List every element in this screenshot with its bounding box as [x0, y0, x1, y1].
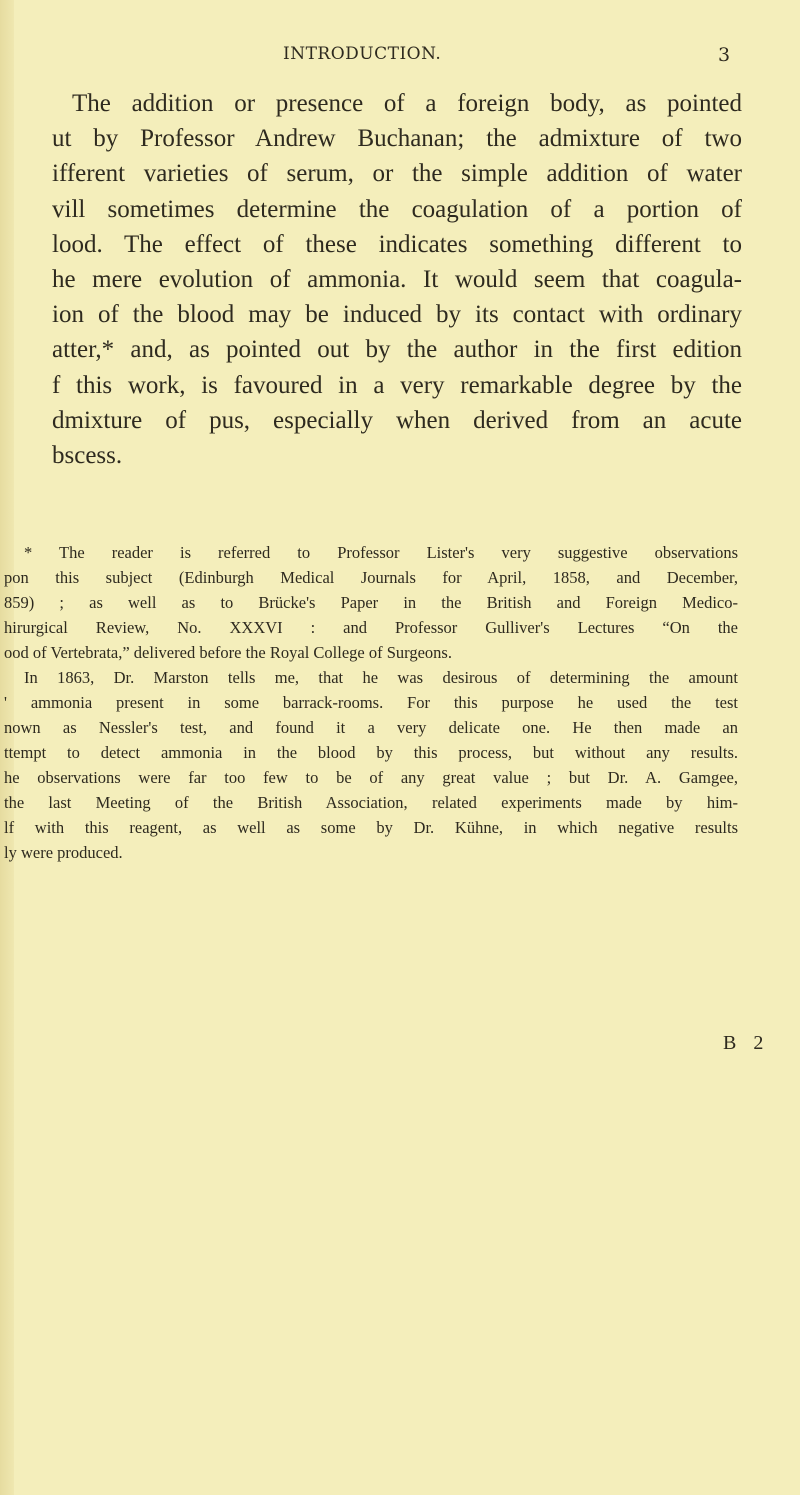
footnote-line: * The reader is referred to Professor Lister's very suggestive observations — [24, 543, 738, 562]
footnote-line: he observations were far too few to be of any great value ; but Dr. A. Gamgee, — [4, 768, 738, 787]
body-line: he mere evolution of ammonia. It would seem that coagula- — [52, 266, 742, 294]
page-number: 3 — [718, 44, 731, 66]
footnote-line: ttempt to detect ammonia in the blood by this process, but without any results. — [4, 743, 738, 762]
footnote-line: lf with this reagent, as well as some by Dr. Kühne, in which negative results — [4, 818, 738, 837]
footnote-line: pon this subject (Edinburgh Medical Journals for April, 1858, and December, — [4, 568, 738, 587]
page-header — [0, 44, 800, 74]
body-line: The addition or presence of a foreign body, as pointed — [72, 90, 742, 117]
footnote-line: the last Meeting of the British Association, related experiments made by him- — [4, 793, 738, 812]
body-line: ut by Professor Andrew Buchanan; the admixture of two — [52, 125, 742, 153]
signature-mark: B 2 — [723, 1032, 770, 1054]
body-line: f this work, is favoured in a very remarkable degree by the — [52, 371, 742, 399]
running-title: INTRODUCTION. — [283, 44, 442, 64]
footnote-line: ly were produced. — [4, 843, 123, 862]
footnote-line: In 1863, Dr. Marston tells me, that he was desirous of determining the amount — [24, 668, 738, 687]
footnote-line: ood of Vertebrata,” delivered before the Royal College of Surgeons. — [4, 643, 452, 662]
body-paragraph — [52, 86, 742, 473]
footnote-line: 859) ; as well as to Brücke's Paper in the British and Foreign Medico- — [4, 593, 738, 612]
footnote-line: hirurgical Review, No. XXXVI : and Professor Gulliver's Lectures “On the — [4, 618, 738, 637]
footnotes — [4, 540, 738, 865]
body-line: vill sometimes determine the coagulation of a portion of — [52, 195, 742, 223]
footnote-line: nown as Nessler's test, and found it a very delicate one. He then made an — [4, 718, 738, 737]
body-line: atter,* and, as pointed out by the author in the first edition — [52, 336, 742, 364]
body-line: bscess. — [52, 442, 123, 470]
footnote-line: ' ammonia present in some barrack-rooms. For this purpose he used the test — [4, 693, 738, 712]
body-line: lood. The effect of these indicates something different to — [52, 230, 742, 258]
body-line: ion of the blood may be induced by its contact with ordinary — [52, 301, 742, 329]
body-line: ifferent varieties of serum, or the simple addition of water — [52, 160, 742, 188]
body-line: dmixture of pus, especially when derived from an acute — [52, 406, 742, 434]
